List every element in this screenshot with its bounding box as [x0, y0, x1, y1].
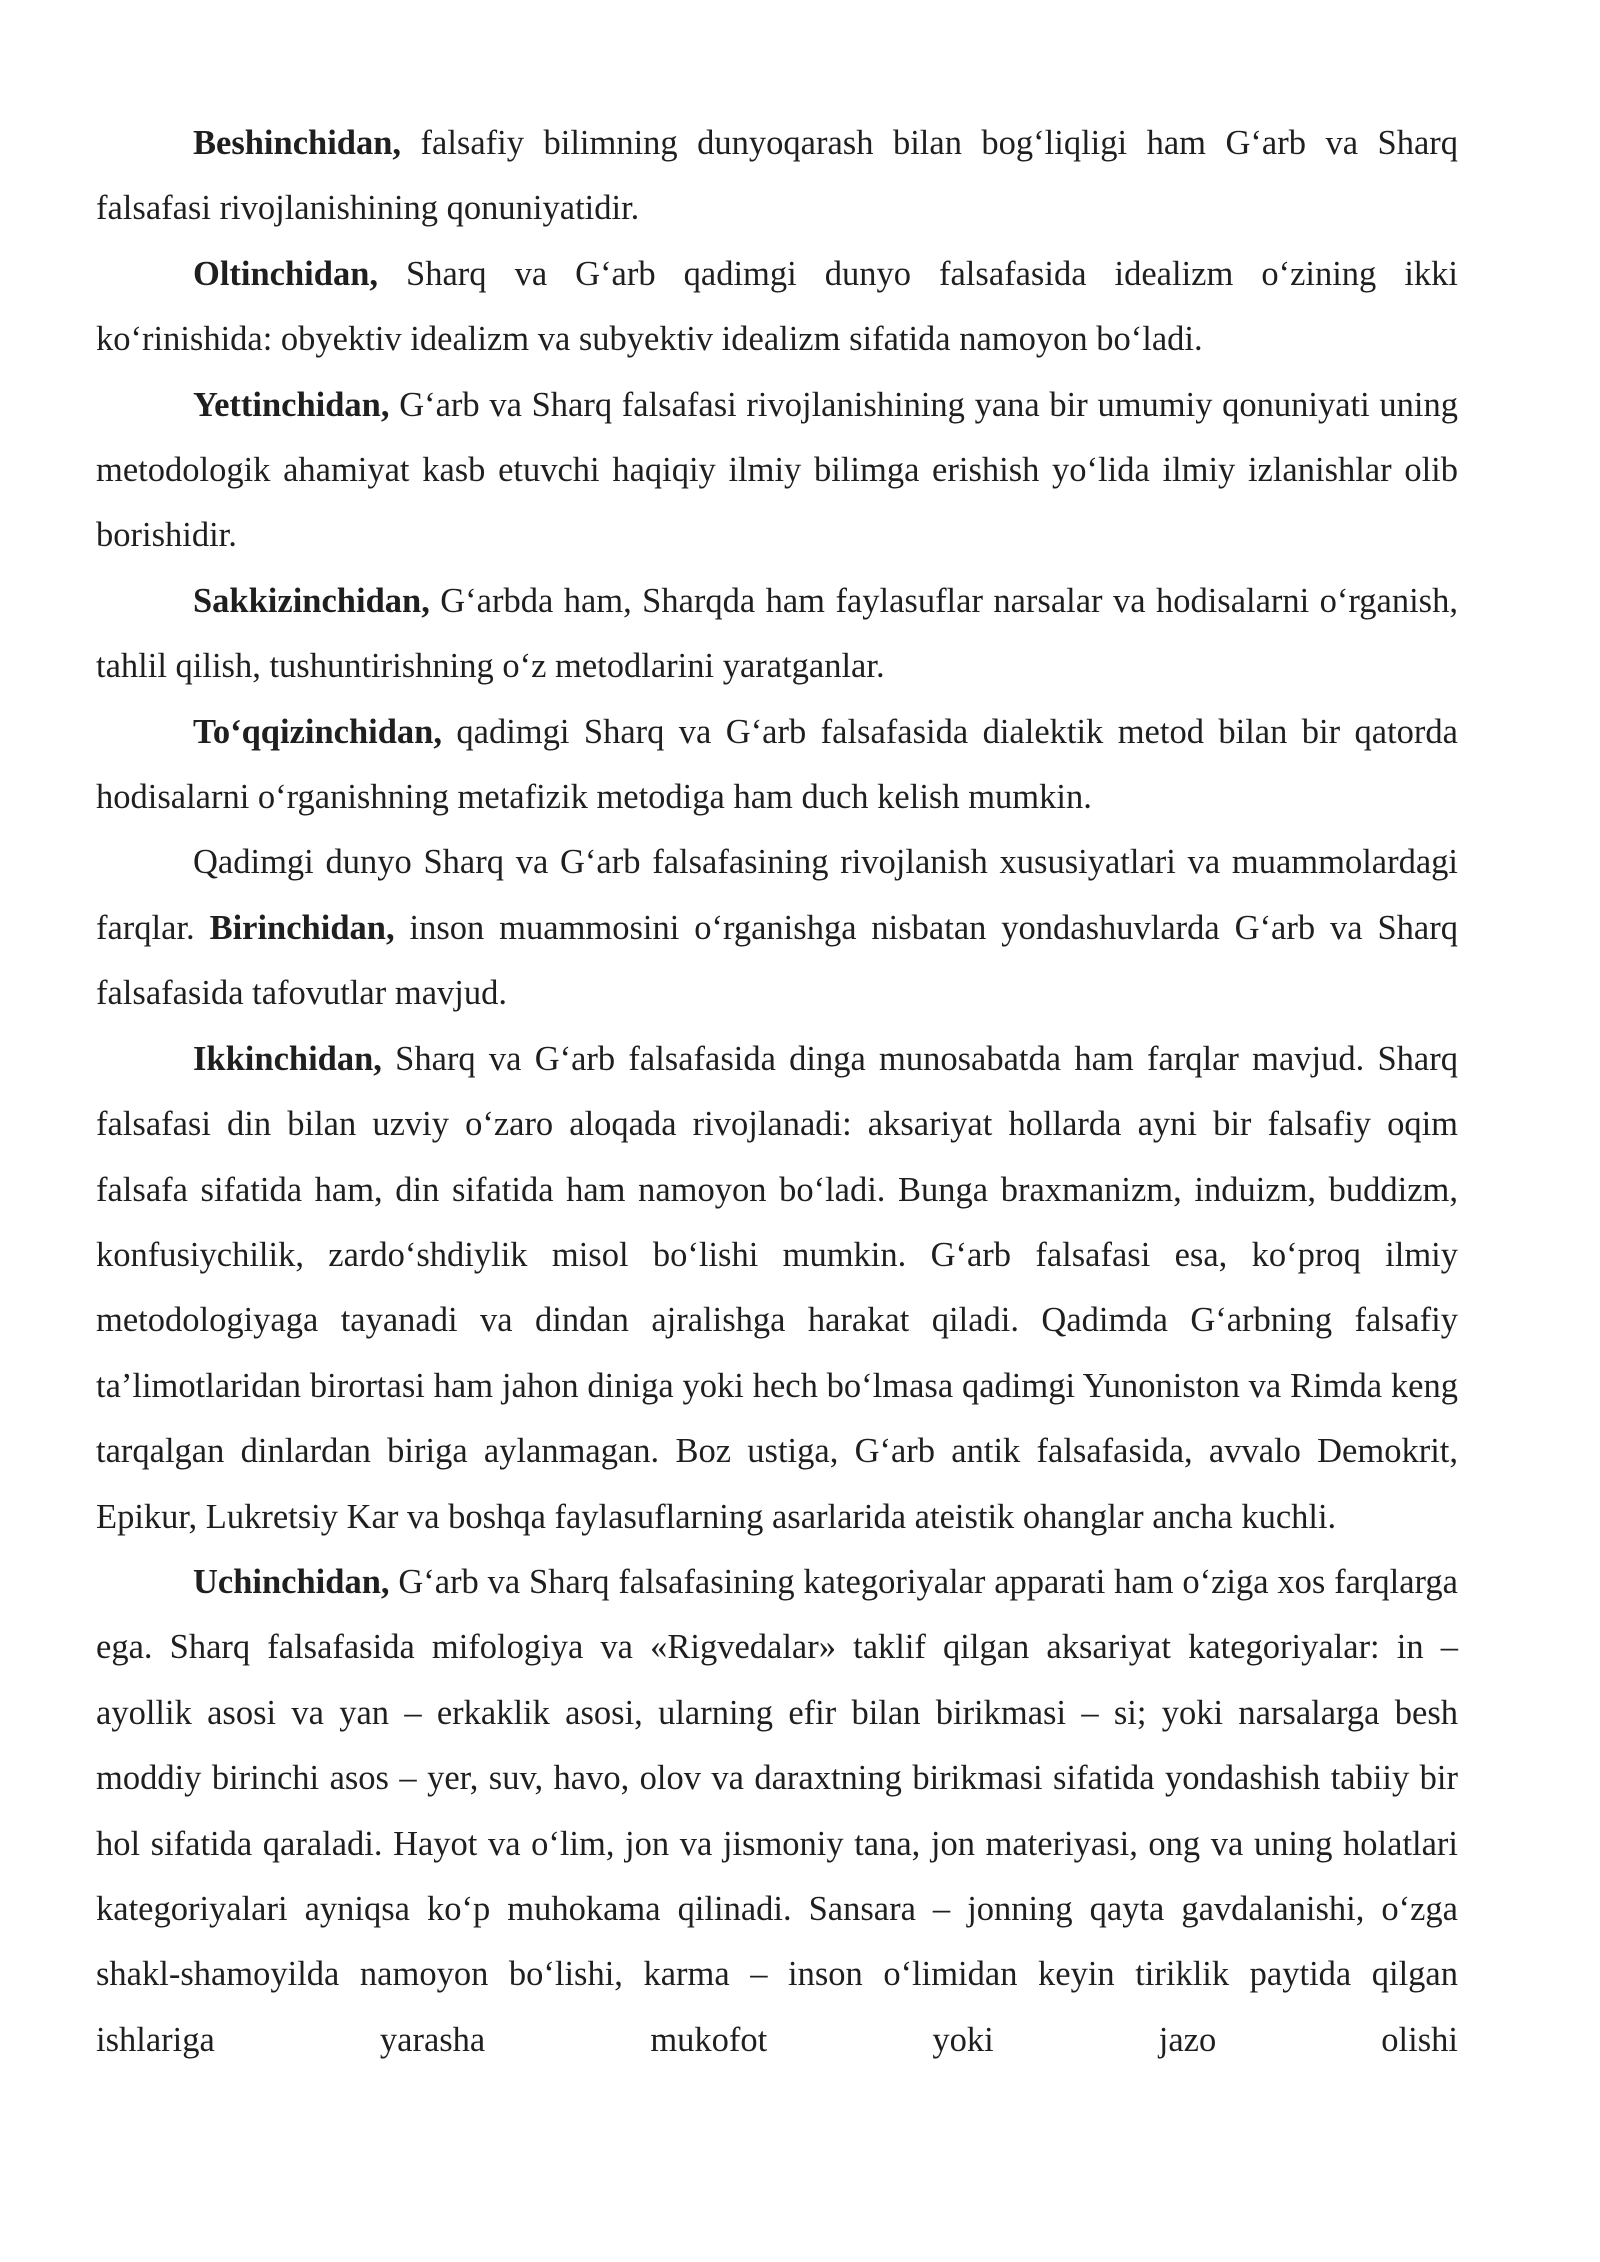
paragraph-lead: Beshinchidan,: [193, 124, 402, 162]
paragraph-lead: Yettinchidan,: [193, 385, 390, 424]
paragraph-text: Sharq va G‘arb qadimgi dunyo falsafasida idealizm o‘zining ikki ko‘rinishida: obyektiv idealizm va subyektiv idealizm sifatida namoyon bo‘ladi.: [96, 254, 1458, 359]
paragraph-text: G‘arbda ham, Sharqda ham faylasuflar narsalar va hodisalarni o‘rganish, tahlil qilish, tushuntirishning o‘z metodlarini yaratganlar.: [96, 581, 1458, 686]
paragraph-lead: Uchinchidan,: [193, 1562, 390, 1601]
paragraph-qadimgi-dunyo: [96, 830, 1458, 1026]
paragraph-lead: Oltinchidan,: [193, 254, 379, 293]
paragraph-uchinchidan: [96, 1550, 1458, 2073]
paragraph-yettinchidan: [96, 373, 1458, 569]
paragraph-text: Sharq va G‘arb falsafasida dinga munosabatda ham farqlar mavjud. Sharq falsafasi din bilan uzviy o‘zaro aloqada rivojlanadi: aksariyat hollarda ayni bir falsafiy oqim falsafa sifatida ham, din sifatida ham namoyon bo‘ladi. Bunga braxmanizm, induizm, buddizm, konfusiychilik, zardo‘shdiylik misol bo‘lishi mumkin. G‘arb falsafasi esa, ko‘proq ilmiy metodologiyaga tayanadi va dindan ajralishga harakat qiladi. Qadimda G‘arbning falsafiy ta’limotlaridan birortasi ham jahon diniga yoki hech bo‘lmasa qadimgi Yunoniston va Rimda keng tarqalgan dinlardan biriga aylanmagan. Boz ustiga, G‘arb antik falsafasida, avvalo Demokrit, Epikur, Lukretsiy Kar va boshqa faylasuflarning asarlarida ateistik ohanglar ancha kuchli.: [96, 1039, 1458, 1536]
paragraph-ikkinchidan: [96, 1027, 1458, 1550]
paragraph-text: G‘arb va Sharq falsafasi rivojlanishining yana bir umumiy qonuniyati uning metodologik ahamiyat kasb etuvchi haqiqiy ilmiy bilimga erishish yo‘lida ilmiy izlanishlar olib borishidir.: [96, 385, 1458, 555]
paragraph-lead: To‘qqizinchidan,: [193, 712, 442, 751]
paragraph-text: qadimgi Sharq va G‘arb falsafasida dialektik metod bilan bir qatorda hodisalarni o‘rganishning metafizik metodiga ham duch kelish mumkin.: [96, 712, 1458, 817]
paragraph-lead: Birinchidan,: [209, 908, 395, 947]
paragraph-text: inson muammosini o‘rganishga nisbatan yondashuvlarda G‘arb va Sharq falsafasida tafovutlar mavjud.: [96, 908, 1458, 1013]
paragraph-sakkizinchidan: [96, 569, 1458, 700]
paragraph-text: falsafiy bilimning dunyoqarash bilan bog‘liqligi ham G‘arb va Sharq falsafasi rivojlanishining qonuniyatidir.: [96, 124, 1458, 228]
paragraph-beshinchidan: [96, 111, 1458, 242]
paragraph-text: G‘arb va Sharq falsafasining kategoriyalar apparati ham o‘ziga xos farqlarga ega. Sharq falsafasida mifologiya va «Rigvedalar» taklif qilgan aksariyat kategoriyalar: in – ayollik asosi va yan – erkaklik asosi, ularning efir bilan birikmasi – si; yoki narsalarga besh moddiy birinchi asos – yer, suv, havo, olov va daraxtning birikmasi sifatida yondashish tabiiy bir hol sifatida qaraladi. Hayot va o‘lim, jon va jismoniy tana, jon materiyasi, ong va uning holatlari kategoriyalari ayniqsa ko‘p muhokama qilinadi. Sansara – jonning qayta gavdalanishi, o‘zga shakl-shamoyilda namoyon bo‘lishi, karma – inson o‘limidan keyin tiriklik paytida qilgan ishlariga yarasha mukofot yoki jazo olishi: [96, 1562, 1458, 2059]
paragraph-lead: Ikkinchidan,: [193, 1039, 382, 1078]
paragraph-intro-text: Qadimgi dunyo Sharq va G‘arb falsafasining rivojlanish xususiyatlari va muammolardagi farqlar.: [96, 843, 1458, 947]
paragraph-lead: Sakkizinchidan,: [193, 581, 430, 620]
paragraph-oltinchidan: [96, 242, 1458, 373]
document-body: [96, 111, 1458, 2073]
paragraph-toqqizinchidan: [96, 700, 1458, 831]
